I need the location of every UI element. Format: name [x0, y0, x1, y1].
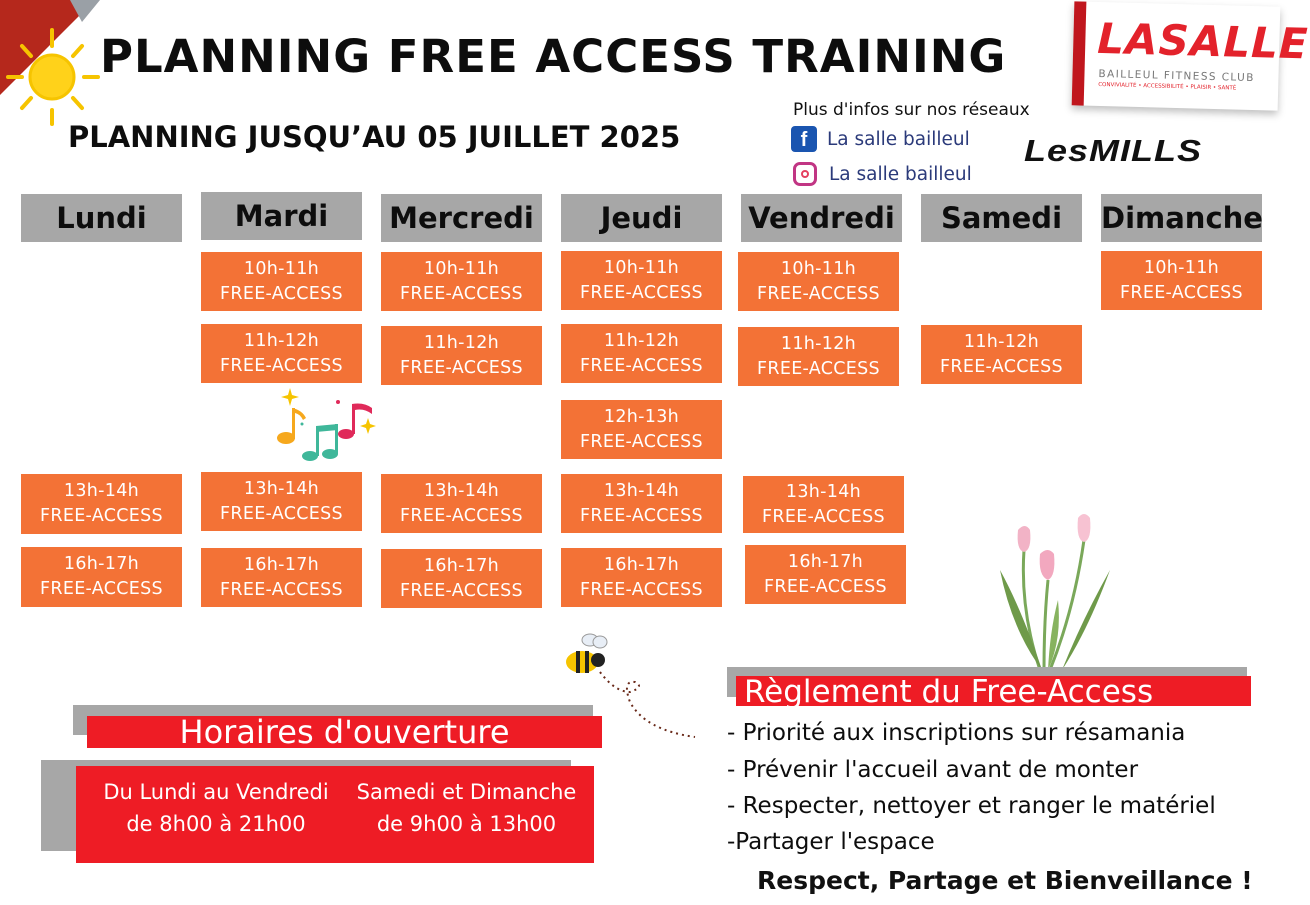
slot-label: FREE-ACCESS [40, 506, 163, 526]
slot-label: FREE-ACCESS [220, 503, 343, 524]
day-header-mardi: Mardi [201, 192, 362, 240]
brand-logo [1072, 1, 1310, 110]
slot-label: FREE-ACCESS [580, 355, 703, 376]
slot-label: FREE-ACCESS [400, 505, 523, 526]
facebook-label: La salle bailleul [827, 128, 970, 150]
slot-vendredi-13h [743, 476, 904, 533]
slot-vendredi-11h [738, 327, 899, 386]
slot-lundi-13h [21, 474, 182, 534]
slot-mardi-10h [201, 252, 362, 311]
slot-time: 16h-17h [787, 551, 864, 572]
slot-vendredi-16h [745, 545, 906, 604]
slot-time: 11h-12h [780, 333, 857, 354]
slot-dimanche-10h [1101, 251, 1262, 310]
slot-jeudi-11h [561, 324, 722, 383]
slot-time: 13h-14h [785, 481, 862, 502]
page-title: PLANNING FREE ACCESS TRAINING [100, 30, 1007, 83]
hours-weekend [344, 776, 589, 840]
slot-label: FREE-ACCESS [757, 358, 880, 379]
facebook-link[interactable] [791, 126, 970, 152]
brand-tagline: BAILLEUL FITNESS CLUB [1098, 67, 1255, 85]
slot-time: 13h-14h [243, 478, 320, 499]
rule-item: -Partager l'espace [727, 829, 935, 855]
slot-mercredi-10h [381, 252, 542, 311]
slot-label: FREE-ACCESS [400, 580, 523, 601]
logo-accent-bar [1072, 1, 1087, 105]
page-subtitle: PLANNING JUSQU’AU 05 JUILLET 2025 [68, 120, 681, 154]
slot-label: FREE-ACCESS [757, 283, 880, 304]
brand-values: CONVIVIALITÉ • ACCESSIBILITÉ • PLAISIR • SANTÉ [1098, 81, 1237, 92]
slot-samedi-11h [921, 325, 1082, 384]
slot-time: 11h-12h [423, 332, 500, 353]
slot-mercredi-11h [381, 326, 542, 385]
facebook-icon: f [791, 126, 817, 152]
slot-label: FREE-ACCESS [400, 357, 523, 378]
hours-title: Horaires d'ouverture [87, 716, 602, 748]
slot-time: 11h-12h [603, 330, 680, 351]
hours-weekday-times: de 8h00 à 21h00 [126, 812, 306, 836]
day-header-dimanche: Dimanche [1101, 194, 1262, 242]
instagram-icon [793, 162, 817, 186]
slot-label: FREE-ACCESS [220, 579, 343, 600]
day-header-jeudi: Jeudi [561, 194, 722, 242]
slot-time: 16h-17h [423, 555, 500, 576]
day-header-samedi: Samedi [921, 194, 1082, 242]
slot-time: 10h-11h [1143, 257, 1220, 278]
slot-label: FREE-ACCESS [762, 506, 885, 527]
slot-time: 13h-14h [423, 480, 500, 501]
slot-time: 12h-13h [603, 406, 680, 427]
rule-item: - Prévenir l'accueil avant de monter [727, 757, 1139, 783]
instagram-link[interactable] [792, 162, 972, 186]
slot-time: 16h-17h [603, 554, 680, 575]
hours-box [76, 766, 594, 863]
slot-label: FREE-ACCESS [220, 283, 343, 304]
hours-weekday [91, 776, 341, 840]
slot-label: FREE-ACCESS [40, 579, 163, 599]
slot-label: FREE-ACCESS [580, 505, 703, 526]
slot-label: FREE-ACCESS [220, 355, 343, 376]
slot-lundi-16h [21, 547, 182, 607]
day-header-mercredi: Mercredi [381, 194, 542, 242]
lesmills-logo: LesMILLS [1024, 133, 1203, 168]
slot-time: 11h-12h [243, 330, 320, 351]
rule-item: - Respecter, nettoyer et ranger le matériel [727, 793, 1216, 819]
slot-label: FREE-ACCESS [764, 576, 887, 597]
slot-label: FREE-ACCESS [580, 282, 703, 303]
slot-mardi-13h [201, 472, 362, 531]
slot-jeudi-13h [561, 474, 722, 533]
slot-mardi-11h [201, 324, 362, 383]
slot-jeudi-10h [561, 251, 722, 310]
slot-time: 10h-11h [423, 258, 500, 279]
slot-label: FREE-ACCESS [1120, 282, 1243, 303]
slot-label: FREE-ACCESS [940, 356, 1063, 377]
slot-label: FREE-ACCESS [580, 579, 703, 600]
slot-time: 10h-11h [603, 257, 680, 278]
slot-vendredi-10h [738, 252, 899, 311]
slot-jeudi-16h [561, 548, 722, 607]
slot-time: 10h-11h [243, 258, 320, 279]
tulips-icon [992, 510, 1122, 672]
music-notes-icon [272, 388, 382, 468]
day-header-lundi: Lundi [21, 194, 182, 242]
rule-item: - Priorité aux inscriptions sur résamania [727, 720, 1186, 746]
slot-time: 16h-17h [243, 554, 320, 575]
slot-mercredi-13h [381, 474, 542, 533]
brand-name: LASALLE [1096, 13, 1310, 69]
hours-weekend-days: Samedi et Dimanche [356, 780, 577, 804]
slot-time: 16h-17h [63, 554, 140, 574]
rules-title: Règlement du Free-Access [736, 676, 1251, 706]
slot-time: 13h-14h [603, 480, 680, 501]
slot-jeudi-12h [561, 400, 722, 459]
instagram-label: La salle bailleul [829, 163, 972, 185]
slot-label: FREE-ACCESS [400, 283, 523, 304]
slot-mardi-16h [201, 548, 362, 607]
slot-label: FREE-ACCESS [580, 431, 703, 452]
slot-mercredi-16h [381, 549, 542, 608]
motto: Respect, Partage et Bienveillance ! [757, 866, 1253, 895]
slot-time: 10h-11h [780, 258, 857, 279]
hours-weekday-days: Du Lundi au Vendredi [103, 780, 329, 804]
social-intro: Plus d'infos sur nos réseaux [793, 100, 1030, 120]
slot-time: 13h-14h [63, 481, 140, 501]
hours-weekend-times: de 9h00 à 13h00 [376, 812, 557, 836]
slot-time: 11h-12h [963, 331, 1040, 352]
day-header-vendredi: Vendredi [741, 194, 902, 242]
